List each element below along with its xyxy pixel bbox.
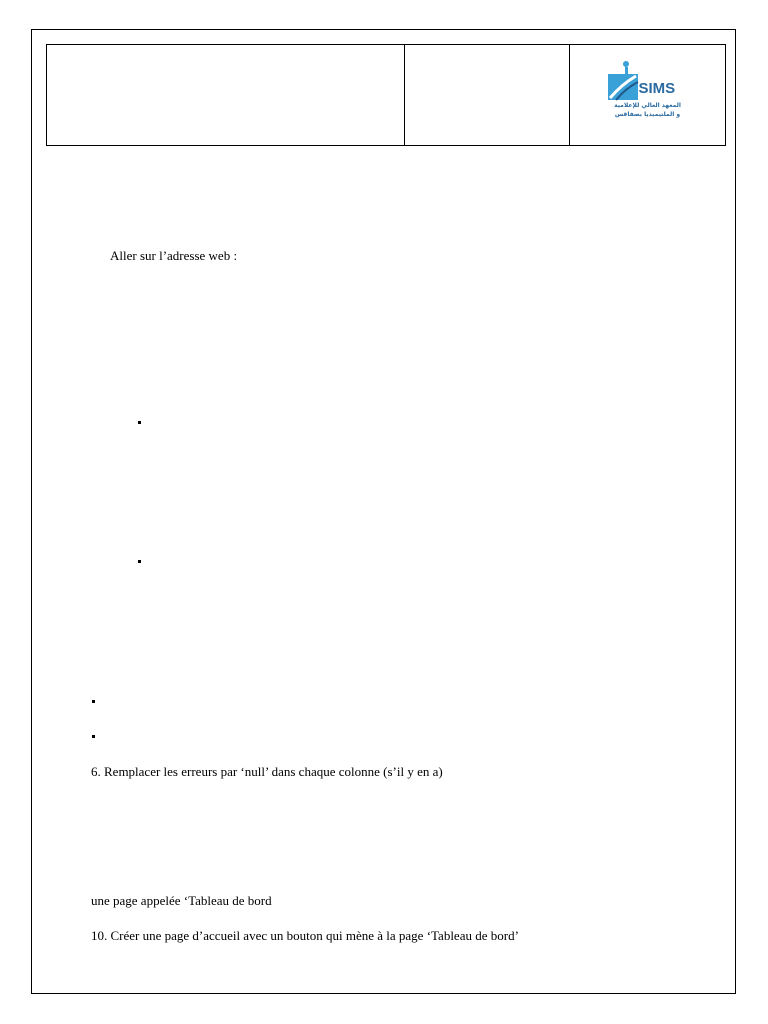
bullet-marker — [138, 560, 141, 563]
bullet-marker — [138, 421, 141, 424]
tableau-de-bord-fragment: une page appelée ‘Tableau de bord — [91, 893, 272, 908]
logo-brand-text: SIMS — [638, 79, 676, 97]
bullet-marker — [92, 700, 95, 703]
bullet-marker — [92, 735, 95, 738]
header-table — [46, 44, 726, 146]
header-cell-title — [47, 45, 405, 146]
logo-arabic-line-1: المعهد العالي للإعلامية — [614, 101, 681, 109]
step-10-text: 10. Créer une page d’accueil avec un bouton qui mène à la page ‘Tableau de bord’ — [91, 928, 519, 943]
header-cell-middle — [405, 45, 570, 146]
institution-logo — [602, 58, 694, 128]
step-6-text: 6. Remplacer les erreurs par ‘null’ dans chaque colonne (s’il y en a) — [91, 764, 443, 779]
intro-text: Aller sur l’adresse web : — [110, 248, 238, 263]
page-border — [31, 29, 736, 994]
header-cell-logo — [570, 45, 726, 146]
logo-arabic-line-2: و الملتيميديا بصفاقس — [614, 110, 681, 118]
